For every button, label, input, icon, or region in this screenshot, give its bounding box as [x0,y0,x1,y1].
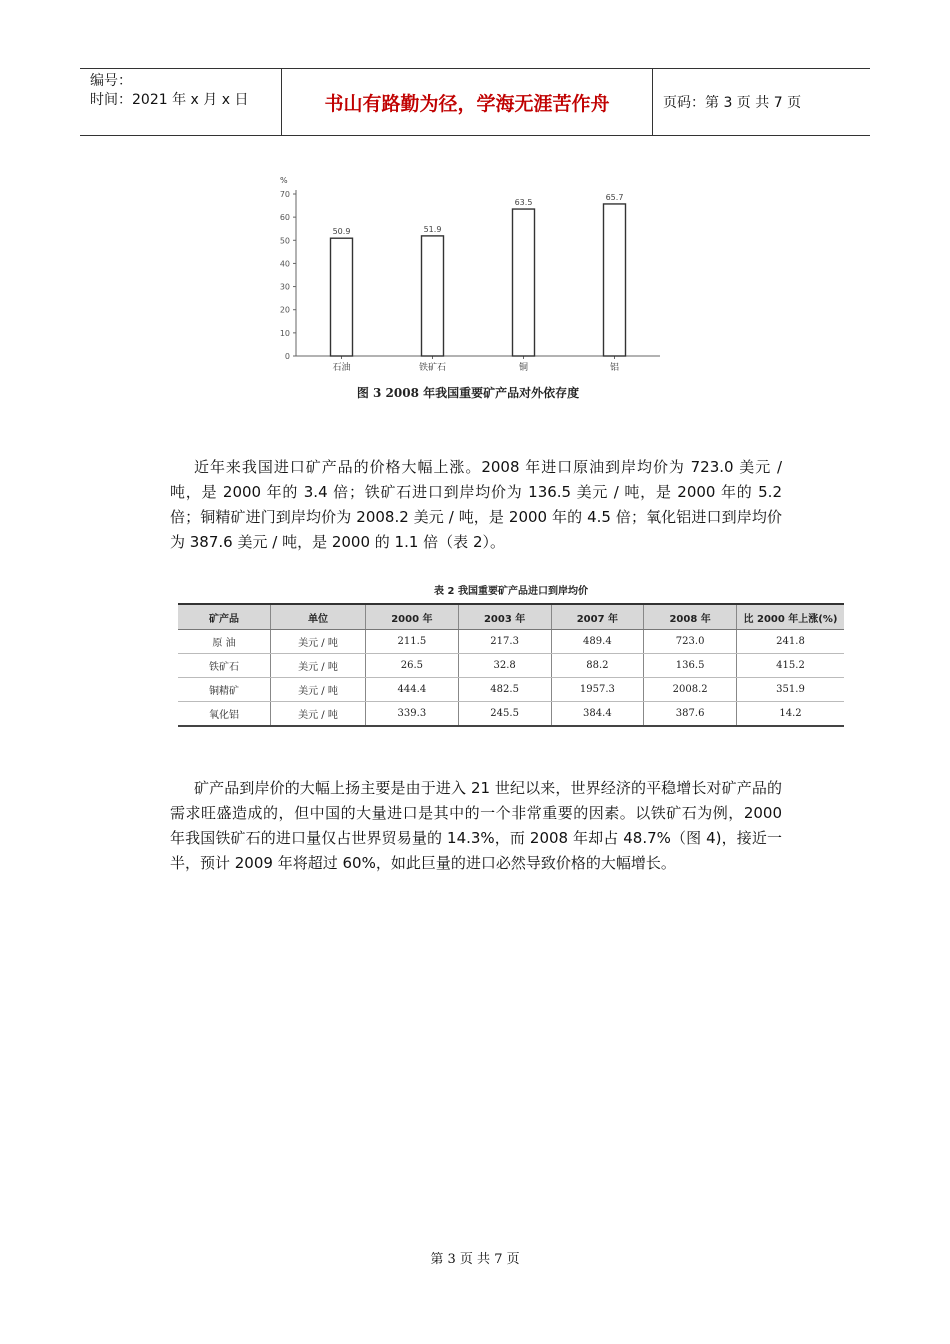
import-price-table [178,603,844,727]
paragraph-price-causes: 矿产品到岸价的大幅上扬主要是由于进入 21 世纪以来，世界经济的平稳增长对矿产品的需求旺盛造成的，但中国的大量进口是其中的一个非常重要的因素。以铁矿石为例，2000 年我国铁矿石的进口量仅占世界贸易量的 14.3%，而 2008 年却占 48.7%（图 4)，接近一半，预计 2009 年将超过 60%，如此巨量的进口必然导致价格的大幅增长。 [170,779,782,872]
chart-bar [422,236,444,356]
chart-title: 图 3 2008 年我国重要矿产品对外依存度 [356,386,580,400]
table-cell: 387.6 [644,702,737,727]
table-row [178,630,844,654]
table-cell: 美元 / 吨 [271,654,366,678]
chart-data-label: 51.9 [423,224,442,234]
dependency-bar-chart [268,170,668,410]
table-row [178,678,844,702]
table-cell: 384.4 [551,702,644,727]
import-price-table-block [178,582,844,727]
table-cell: 美元 / 吨 [271,702,366,727]
chart-y-tick-label: 0 [284,352,290,361]
table-header-row [178,604,844,630]
table-cell: 351.9 [737,678,845,702]
paragraph-price-increase: 近年来我国进口矿产品的价格大幅上涨。2008 年进口原油到岸均价为 723.0 美元 / 吨，是 2000 年的 3.4 倍；铁矿石进口到岸均价为 136.5 美元 / 吨，是 2000 年的 5.2 倍；铜精矿进门到岸均价为 2008.2 美元 / 吨，是 2000 年的 4.5 倍；氧化铝进口到岸均价为 387.6 美元 / 吨，是 2000 的 1.1 倍（表 2）。 [170,458,782,551]
table-cell: 136.5 [644,654,737,678]
chart-category-label: 石油 [332,363,351,373]
table-cell: 美元 / 吨 [271,630,366,654]
table-cell: 415.2 [737,654,845,678]
table-cell: 723.0 [644,630,737,654]
chart-data-label: 50.9 [332,227,351,237]
table-cell: 美元 / 吨 [271,678,366,702]
table-cell: 1957.3 [551,678,644,702]
page-header [80,68,870,136]
table-header-cell: 2003 年 [458,604,551,630]
table-cell: 2008.2 [644,678,737,702]
table-row [178,654,844,678]
document-date-label: 时间：2021 年 x 月 x 日 [90,92,249,108]
chart-y-tick-label: 60 [279,213,290,223]
chart-data-label: 63.5 [514,198,533,208]
chart-category-label: 铁矿石 [418,363,447,373]
chart-category-label: 铜 [518,363,529,373]
document-number-label: 编号： [90,73,132,89]
chart-canvas [268,170,668,410]
chart-y-tick-label: 50 [279,236,290,246]
table-caption: 表 2 我国重要矿产品进口到岸均价 [434,586,588,597]
table-row [178,702,844,727]
table-cell: 铜精矿 [178,678,271,702]
chart-data-label: 65.7 [605,192,624,202]
chart-y-tick-label: 70 [279,190,290,199]
table-header-cell: 比 2000 年上涨(%) [737,604,845,630]
table-cell: 26.5 [366,654,459,678]
table-cell: 482.5 [458,678,551,702]
table-cell: 241.8 [737,630,845,654]
header-left [80,69,281,135]
table-header-cell: 2000 年 [366,604,459,630]
table-cell: 245.5 [458,702,551,727]
table-cell: 铁矿石 [178,654,271,678]
chart-y-tick-label: 30 [279,282,290,292]
table-cell: 氧化铝 [178,702,271,727]
chart-y-tick-label: 40 [279,259,290,269]
chart-y-unit-label: % [280,176,288,185]
table-header-cell: 2008 年 [644,604,737,630]
table-header-cell: 2007 年 [551,604,644,630]
table-cell: 88.2 [551,654,644,678]
table-cell: 489.4 [551,630,644,654]
chart-y-tick-label: 10 [279,328,290,338]
table-cell: 444.4 [366,678,459,702]
chart-bar [604,204,626,356]
chart-bar [331,238,353,356]
table-cell: 32.8 [458,654,551,678]
table-cell: 211.5 [366,630,459,654]
chart-category-label: 铝 [609,363,620,373]
table-header-cell: 单位 [271,604,366,630]
table-cell: 339.3 [366,702,459,727]
table-cell: 217.3 [458,630,551,654]
header-page-label: 页码：第 3 页 共 7 页 [663,95,802,111]
header-motto: 书山有路勤为径，学海无涯苦作舟 [281,69,653,135]
table-cell: 原 油 [178,630,271,654]
chart-bar [513,209,535,356]
page-footer: 第 3 页 共 7 页 [430,1252,520,1267]
chart-y-tick-label: 20 [279,305,290,315]
table-cell: 14.2 [737,702,845,727]
table-header-cell: 矿产品 [178,604,271,630]
